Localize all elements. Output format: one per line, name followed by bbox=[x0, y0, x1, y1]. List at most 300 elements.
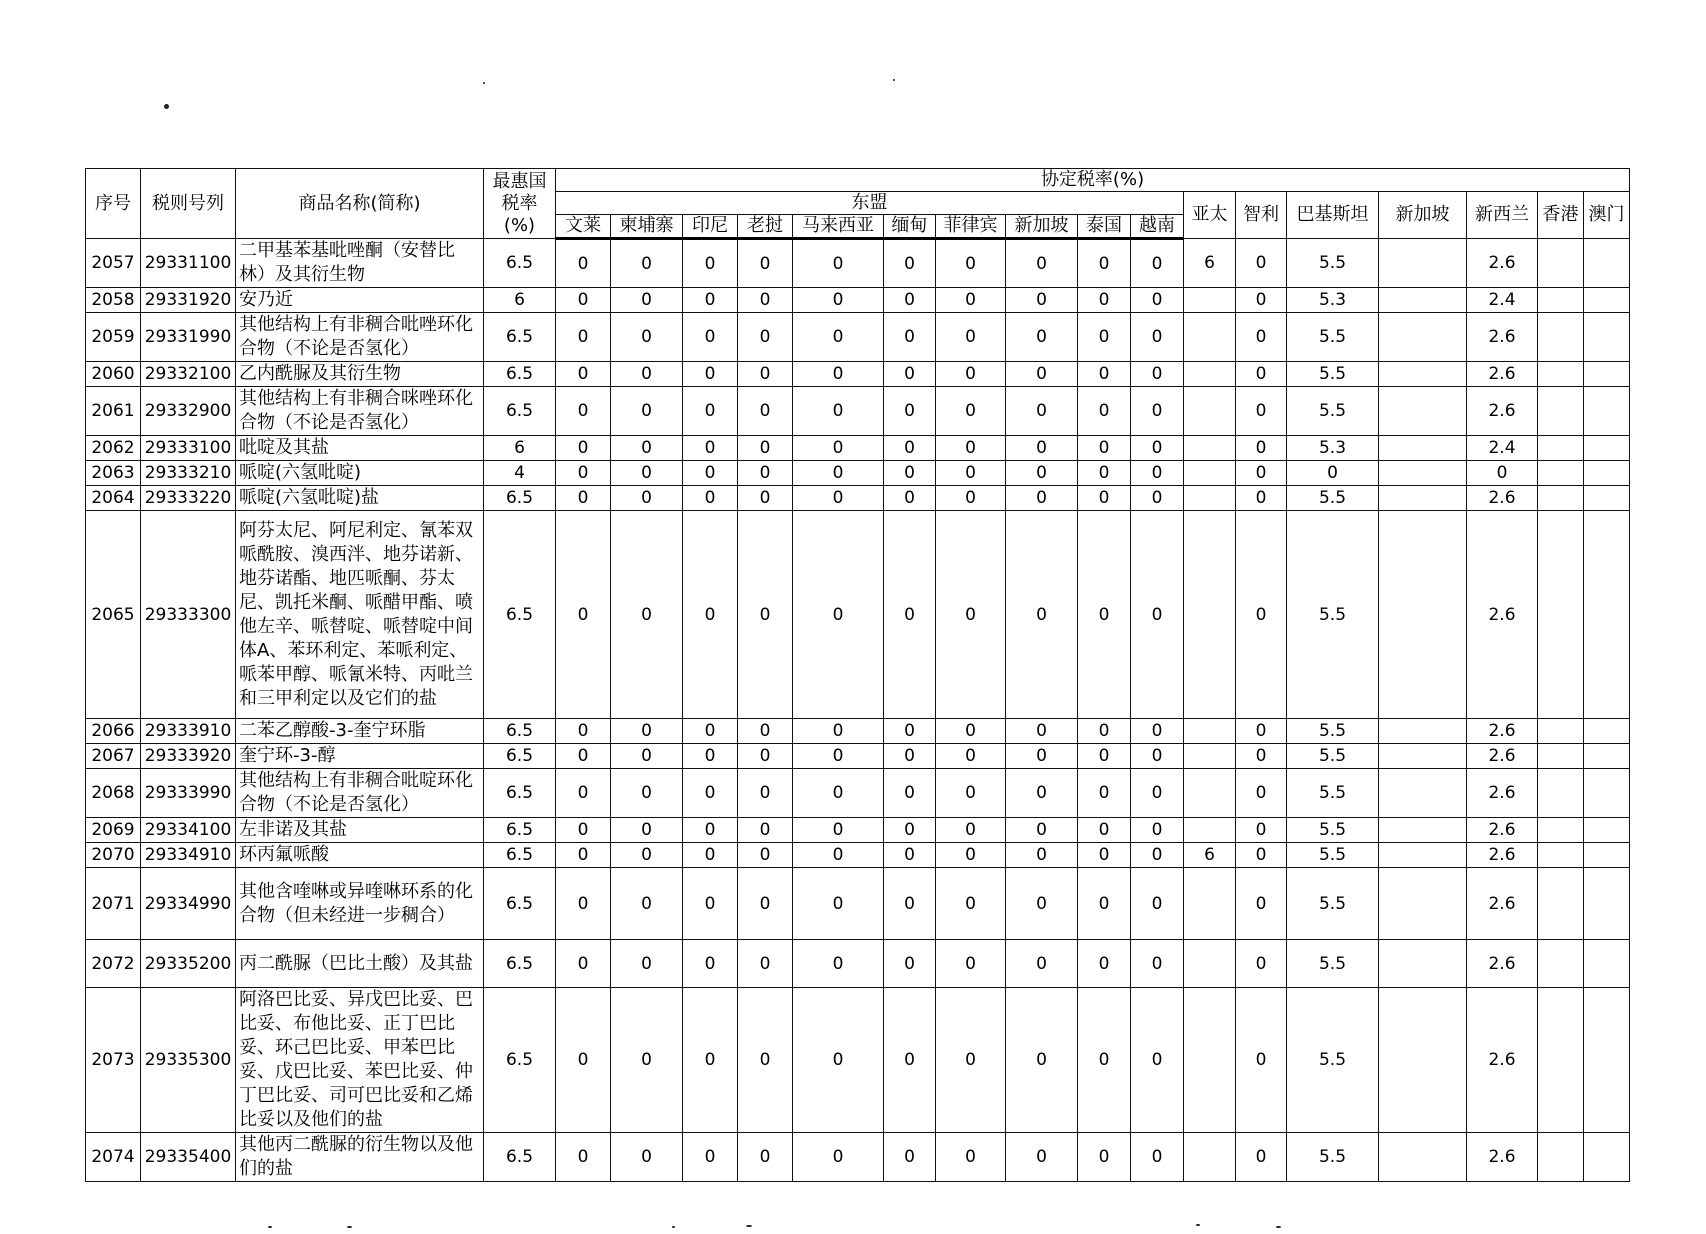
row-asean-rate: 0 bbox=[611, 818, 683, 843]
row-asean-rate: 0 bbox=[683, 239, 738, 288]
row-agreement-rate bbox=[1184, 988, 1236, 1133]
row-agreement-rate: 5.5 bbox=[1287, 818, 1379, 843]
row-agreement-rate: 5.5 bbox=[1287, 486, 1379, 511]
row-agreement-rate: 2.6 bbox=[1467, 313, 1538, 362]
row-asean-rate: 0 bbox=[793, 719, 884, 744]
row-asean-rate: 0 bbox=[1006, 461, 1078, 486]
row-seq: 2062 bbox=[86, 436, 141, 461]
row-mfn-rate: 6.5 bbox=[484, 988, 556, 1133]
row-agreement-rate bbox=[1184, 387, 1236, 436]
row-name: 其他丙二酰脲的衍生物以及他们的盐 bbox=[236, 1133, 484, 1182]
row-mfn-rate: 6.5 bbox=[484, 719, 556, 744]
row-asean-rate: 0 bbox=[1006, 744, 1078, 769]
row-asean-rate: 0 bbox=[884, 461, 936, 486]
row-mfn-rate: 6.5 bbox=[484, 843, 556, 868]
row-agreement-rate bbox=[1584, 719, 1630, 744]
row-asean-rate: 0 bbox=[936, 387, 1006, 436]
row-asean-rate: 0 bbox=[793, 769, 884, 818]
row-name: 阿芬太尼、阿尼利定、氰苯双哌酰胺、溴西泮、地芬诺新、地芬诺酯、地匹哌酮、芬太尼、凯托米酮、哌醋甲酯、喷他左辛、哌替啶、哌替啶中间体A、苯环利定、苯哌利定、哌苯甲醇、哌氰米特、丙吡兰和三甲利定以及它们的盐 bbox=[236, 511, 484, 719]
row-asean-rate: 0 bbox=[884, 940, 936, 988]
row-asean-rate: 0 bbox=[1078, 288, 1131, 313]
row-asean-rate: 0 bbox=[793, 1133, 884, 1182]
row-asean-rate: 0 bbox=[1131, 511, 1184, 719]
row-agreement-rate bbox=[1538, 744, 1584, 769]
row-asean-rate: 0 bbox=[556, 436, 611, 461]
row-code: 29334100 bbox=[141, 818, 236, 843]
row-agreement-rate bbox=[1584, 868, 1630, 940]
row-agreement-rate: 5.5 bbox=[1287, 744, 1379, 769]
row-asean-rate: 0 bbox=[1131, 818, 1184, 843]
row-code: 29333220 bbox=[141, 486, 236, 511]
row-code: 29335400 bbox=[141, 1133, 236, 1182]
row-asean-rate: 0 bbox=[738, 940, 793, 988]
row-asean-rate: 0 bbox=[1006, 1133, 1078, 1182]
row-agreement-rate bbox=[1584, 387, 1630, 436]
scan-speck bbox=[164, 104, 169, 109]
row-asean-rate: 0 bbox=[936, 1133, 1006, 1182]
row-asean-rate: 0 bbox=[884, 868, 936, 940]
row-agreement-rate bbox=[1379, 769, 1467, 818]
row-asean-rate: 0 bbox=[611, 940, 683, 988]
row-agreement-rate: 2.4 bbox=[1467, 436, 1538, 461]
row-name: 丙二酰脲（巴比土酸）及其盐 bbox=[236, 940, 484, 988]
row-asean-rate: 0 bbox=[683, 940, 738, 988]
row-asean-rate: 0 bbox=[1131, 843, 1184, 868]
row-agreement-rate: 0 bbox=[1236, 486, 1287, 511]
row-asean-rate: 0 bbox=[611, 1133, 683, 1182]
row-asean-rate: 0 bbox=[1078, 511, 1131, 719]
row-code: 29332100 bbox=[141, 362, 236, 387]
scan-speck bbox=[483, 82, 485, 84]
col-header-asean-member: 马来西亚 bbox=[793, 215, 884, 239]
row-agreement-rate: 0 bbox=[1236, 769, 1287, 818]
row-asean-rate: 0 bbox=[556, 486, 611, 511]
scan-speck bbox=[347, 1226, 352, 1228]
row-asean-rate: 0 bbox=[936, 239, 1006, 288]
row-mfn-rate: 6.5 bbox=[484, 362, 556, 387]
row-asean-rate: 0 bbox=[884, 511, 936, 719]
col-header-other: 智利 bbox=[1236, 192, 1287, 239]
row-agreement-rate bbox=[1379, 239, 1467, 288]
row-asean-rate: 0 bbox=[1006, 511, 1078, 719]
row-seq: 2073 bbox=[86, 988, 141, 1133]
row-asean-rate: 0 bbox=[793, 744, 884, 769]
row-agreement-rate: 0 bbox=[1236, 362, 1287, 387]
col-header-asean-member: 越南 bbox=[1131, 215, 1184, 239]
row-asean-rate: 0 bbox=[683, 988, 738, 1133]
row-asean-rate: 0 bbox=[1006, 387, 1078, 436]
row-agreement-rate: 0 bbox=[1236, 719, 1287, 744]
row-agreement-rate: 0 bbox=[1236, 940, 1287, 988]
row-asean-rate: 0 bbox=[884, 818, 936, 843]
row-asean-rate: 0 bbox=[1006, 288, 1078, 313]
row-asean-rate: 0 bbox=[738, 744, 793, 769]
row-code: 29332900 bbox=[141, 387, 236, 436]
table-header bbox=[86, 169, 1630, 239]
row-agreement-rate bbox=[1538, 769, 1584, 818]
row-asean-rate: 0 bbox=[738, 288, 793, 313]
row-name: 哌啶(六氢吡啶)盐 bbox=[236, 486, 484, 511]
row-agreement-rate: 0 bbox=[1236, 436, 1287, 461]
row-agreement-rate: 5.3 bbox=[1287, 436, 1379, 461]
table-row bbox=[86, 362, 1630, 387]
row-agreement-rate: 5.5 bbox=[1287, 868, 1379, 940]
table-row bbox=[86, 288, 1630, 313]
row-asean-rate: 0 bbox=[1006, 988, 1078, 1133]
row-agreement-rate: 5.5 bbox=[1287, 313, 1379, 362]
row-asean-rate: 0 bbox=[1006, 818, 1078, 843]
row-asean-rate: 0 bbox=[936, 744, 1006, 769]
row-agreement-rate bbox=[1538, 1133, 1584, 1182]
row-asean-rate: 0 bbox=[1131, 1133, 1184, 1182]
row-name: 二苯乙醇酸-3-奎宁环脂 bbox=[236, 719, 484, 744]
row-seq: 2065 bbox=[86, 511, 141, 719]
row-asean-rate: 0 bbox=[936, 988, 1006, 1133]
row-asean-rate: 0 bbox=[556, 1133, 611, 1182]
col-header-other: 亚太 bbox=[1184, 192, 1236, 239]
row-asean-rate: 0 bbox=[611, 239, 683, 288]
row-asean-rate: 0 bbox=[1131, 436, 1184, 461]
row-mfn-rate: 6.5 bbox=[484, 818, 556, 843]
row-agreement-rate bbox=[1538, 461, 1584, 486]
row-asean-rate: 0 bbox=[936, 719, 1006, 744]
row-asean-rate: 0 bbox=[556, 744, 611, 769]
row-asean-rate: 0 bbox=[936, 940, 1006, 988]
row-code: 29333300 bbox=[141, 511, 236, 719]
row-agreement-rate: 0 bbox=[1467, 461, 1538, 486]
row-mfn-rate: 6.5 bbox=[484, 868, 556, 940]
row-code: 29333920 bbox=[141, 744, 236, 769]
row-asean-rate: 0 bbox=[738, 461, 793, 486]
row-asean-rate: 0 bbox=[738, 1133, 793, 1182]
col-header-seq: 序号 bbox=[86, 169, 141, 239]
row-asean-rate: 0 bbox=[884, 436, 936, 461]
row-name: 其他结构上有非稠合吡唑环化合物（不论是否氢化） bbox=[236, 313, 484, 362]
col-header-other: 新加坡 bbox=[1379, 192, 1467, 239]
row-asean-rate: 0 bbox=[738, 239, 793, 288]
row-agreement-rate: 2.6 bbox=[1467, 239, 1538, 288]
row-asean-rate: 0 bbox=[884, 843, 936, 868]
col-header-asean-member: 菲律宾 bbox=[936, 215, 1006, 239]
row-name: 乙内酰脲及其衍生物 bbox=[236, 362, 484, 387]
row-asean-rate: 0 bbox=[611, 461, 683, 486]
row-agreement-rate: 2.6 bbox=[1467, 988, 1538, 1133]
row-asean-rate: 0 bbox=[556, 288, 611, 313]
row-asean-rate: 0 bbox=[1078, 486, 1131, 511]
row-asean-rate: 0 bbox=[1131, 940, 1184, 988]
row-seq: 2063 bbox=[86, 461, 141, 486]
row-asean-rate: 0 bbox=[884, 769, 936, 818]
row-asean-rate: 0 bbox=[556, 387, 611, 436]
row-mfn-rate: 6.5 bbox=[484, 744, 556, 769]
table-row bbox=[86, 313, 1630, 362]
row-agreement-rate: 5.5 bbox=[1287, 719, 1379, 744]
row-agreement-rate: 5.5 bbox=[1287, 239, 1379, 288]
row-code: 29334990 bbox=[141, 868, 236, 940]
row-asean-rate: 0 bbox=[683, 719, 738, 744]
col-header-other: 新西兰 bbox=[1467, 192, 1538, 239]
row-agreement-rate: 0 bbox=[1236, 313, 1287, 362]
row-asean-rate: 0 bbox=[611, 719, 683, 744]
row-asean-rate: 0 bbox=[611, 387, 683, 436]
row-agreement-rate bbox=[1379, 288, 1467, 313]
row-asean-rate: 0 bbox=[793, 313, 884, 362]
row-agreement-rate: 0 bbox=[1236, 239, 1287, 288]
row-agreement-rate bbox=[1184, 461, 1236, 486]
row-asean-rate: 0 bbox=[884, 239, 936, 288]
row-asean-rate: 0 bbox=[793, 486, 884, 511]
row-asean-rate: 0 bbox=[936, 486, 1006, 511]
row-agreement-rate: 2.6 bbox=[1467, 868, 1538, 940]
row-asean-rate: 0 bbox=[1131, 486, 1184, 511]
row-asean-rate: 0 bbox=[738, 818, 793, 843]
table-row bbox=[86, 744, 1630, 769]
row-asean-rate: 0 bbox=[1006, 769, 1078, 818]
row-agreement-rate bbox=[1379, 843, 1467, 868]
row-agreement-rate bbox=[1584, 988, 1630, 1133]
row-agreement-rate: 2.6 bbox=[1467, 362, 1538, 387]
scan-speck bbox=[746, 1225, 752, 1227]
row-asean-rate: 0 bbox=[1131, 461, 1184, 486]
row-agreement-rate bbox=[1379, 1133, 1467, 1182]
row-asean-rate: 0 bbox=[884, 744, 936, 769]
table-row bbox=[86, 387, 1630, 436]
row-asean-rate: 0 bbox=[556, 461, 611, 486]
row-asean-rate: 0 bbox=[556, 313, 611, 362]
row-asean-rate: 0 bbox=[793, 843, 884, 868]
row-asean-rate: 0 bbox=[793, 988, 884, 1133]
row-asean-rate: 0 bbox=[1131, 868, 1184, 940]
row-agreement-rate bbox=[1538, 511, 1584, 719]
row-asean-rate: 0 bbox=[1131, 362, 1184, 387]
row-name: 哌啶(六氢吡啶) bbox=[236, 461, 484, 486]
row-agreement-rate: 0 bbox=[1236, 511, 1287, 719]
row-agreement-rate: 2.6 bbox=[1467, 744, 1538, 769]
row-asean-rate: 0 bbox=[1078, 362, 1131, 387]
row-asean-rate: 0 bbox=[1131, 769, 1184, 818]
row-asean-rate: 0 bbox=[1006, 362, 1078, 387]
col-header-asean-member: 新加坡 bbox=[1006, 215, 1078, 239]
scan-speck bbox=[1276, 1226, 1281, 1228]
row-asean-rate: 0 bbox=[556, 511, 611, 719]
row-code: 29333100 bbox=[141, 436, 236, 461]
row-agreement-rate bbox=[1379, 486, 1467, 511]
row-name: 环丙氟哌酸 bbox=[236, 843, 484, 868]
row-asean-rate: 0 bbox=[1006, 940, 1078, 988]
row-agreement-rate bbox=[1379, 461, 1467, 486]
row-asean-rate: 0 bbox=[1078, 719, 1131, 744]
row-asean-rate: 0 bbox=[1078, 239, 1131, 288]
row-asean-rate: 0 bbox=[683, 387, 738, 436]
row-agreement-rate bbox=[1184, 436, 1236, 461]
col-header-mfn: 最惠国税率(%) bbox=[484, 169, 556, 239]
row-asean-rate: 0 bbox=[611, 868, 683, 940]
row-seq: 2069 bbox=[86, 818, 141, 843]
row-agreement-rate bbox=[1379, 436, 1467, 461]
row-agreement-rate bbox=[1379, 818, 1467, 843]
row-asean-rate: 0 bbox=[1131, 387, 1184, 436]
row-asean-rate: 0 bbox=[556, 940, 611, 988]
row-asean-rate: 0 bbox=[936, 436, 1006, 461]
row-agreement-rate bbox=[1184, 818, 1236, 843]
row-asean-rate: 0 bbox=[611, 362, 683, 387]
table-row bbox=[86, 436, 1630, 461]
row-agreement-rate: 6 bbox=[1184, 843, 1236, 868]
row-asean-rate: 0 bbox=[793, 239, 884, 288]
row-agreement-rate: 5.5 bbox=[1287, 769, 1379, 818]
row-agreement-rate: 0 bbox=[1236, 818, 1287, 843]
row-agreement-rate: 0 bbox=[1236, 387, 1287, 436]
row-asean-rate: 0 bbox=[1131, 719, 1184, 744]
row-asean-rate: 0 bbox=[738, 486, 793, 511]
row-mfn-rate: 6.5 bbox=[484, 769, 556, 818]
row-name: 其他含喹啉或异喹啉环系的化合物（但未经进一步稠合） bbox=[236, 868, 484, 940]
row-mfn-rate: 6 bbox=[484, 436, 556, 461]
row-agreement-rate bbox=[1538, 313, 1584, 362]
table-body bbox=[86, 239, 1630, 1182]
row-asean-rate: 0 bbox=[793, 387, 884, 436]
row-agreement-rate: 2.6 bbox=[1467, 818, 1538, 843]
row-name: 吡啶及其盐 bbox=[236, 436, 484, 461]
row-asean-rate: 0 bbox=[611, 313, 683, 362]
row-asean-rate: 0 bbox=[738, 313, 793, 362]
row-asean-rate: 0 bbox=[884, 387, 936, 436]
row-agreement-rate bbox=[1584, 313, 1630, 362]
row-code: 29333990 bbox=[141, 769, 236, 818]
row-seq: 2070 bbox=[86, 843, 141, 868]
row-asean-rate: 0 bbox=[556, 719, 611, 744]
row-agreement-rate: 5.5 bbox=[1287, 1133, 1379, 1182]
row-agreement-rate bbox=[1379, 511, 1467, 719]
row-agreement-rate bbox=[1379, 744, 1467, 769]
row-asean-rate: 0 bbox=[611, 988, 683, 1133]
row-asean-rate: 0 bbox=[738, 868, 793, 940]
row-agreement-rate bbox=[1538, 436, 1584, 461]
col-header-asean-member: 老挝 bbox=[738, 215, 793, 239]
row-agreement-rate bbox=[1538, 940, 1584, 988]
row-agreement-rate: 2.6 bbox=[1467, 719, 1538, 744]
row-code: 29333910 bbox=[141, 719, 236, 744]
row-asean-rate: 0 bbox=[1078, 461, 1131, 486]
row-name: 其他结构上有非稠合吡啶环化合物（不论是否氢化） bbox=[236, 769, 484, 818]
row-agreement-rate bbox=[1538, 362, 1584, 387]
row-asean-rate: 0 bbox=[738, 769, 793, 818]
row-asean-rate: 0 bbox=[1006, 436, 1078, 461]
col-header-name: 商品名称(简称) bbox=[236, 169, 484, 239]
row-mfn-rate: 6 bbox=[484, 288, 556, 313]
table-row bbox=[86, 461, 1630, 486]
row-asean-rate: 0 bbox=[683, 769, 738, 818]
col-header-asean-member: 柬埔寨 bbox=[611, 215, 683, 239]
row-asean-rate: 0 bbox=[1131, 288, 1184, 313]
row-asean-rate: 0 bbox=[611, 843, 683, 868]
row-agreement-rate bbox=[1538, 868, 1584, 940]
row-agreement-rate bbox=[1538, 843, 1584, 868]
row-asean-rate: 0 bbox=[1078, 313, 1131, 362]
row-asean-rate: 0 bbox=[884, 988, 936, 1133]
row-agreement-rate bbox=[1584, 288, 1630, 313]
row-asean-rate: 0 bbox=[936, 461, 1006, 486]
row-asean-rate: 0 bbox=[738, 436, 793, 461]
row-asean-rate: 0 bbox=[683, 362, 738, 387]
row-asean-rate: 0 bbox=[1078, 387, 1131, 436]
row-agreement-rate bbox=[1584, 461, 1630, 486]
row-code: 29331100 bbox=[141, 239, 236, 288]
row-asean-rate: 0 bbox=[1078, 988, 1131, 1133]
row-agreement-rate bbox=[1584, 818, 1630, 843]
row-agreement-rate bbox=[1584, 843, 1630, 868]
row-asean-rate: 0 bbox=[556, 868, 611, 940]
row-agreement-rate bbox=[1379, 313, 1467, 362]
row-asean-rate: 0 bbox=[793, 362, 884, 387]
row-agreement-rate bbox=[1538, 988, 1584, 1133]
row-agreement-rate: 0 bbox=[1236, 868, 1287, 940]
row-agreement-rate: 2.6 bbox=[1467, 486, 1538, 511]
row-asean-rate: 0 bbox=[556, 818, 611, 843]
row-seq: 2067 bbox=[86, 744, 141, 769]
row-asean-rate: 0 bbox=[1006, 486, 1078, 511]
row-asean-rate: 0 bbox=[793, 868, 884, 940]
row-agreement-rate bbox=[1184, 940, 1236, 988]
row-asean-rate: 0 bbox=[1006, 719, 1078, 744]
row-agreement-rate: 5.5 bbox=[1287, 843, 1379, 868]
row-seq: 2071 bbox=[86, 868, 141, 940]
row-agreement-rate: 0 bbox=[1236, 843, 1287, 868]
row-asean-rate: 0 bbox=[793, 461, 884, 486]
row-asean-rate: 0 bbox=[556, 239, 611, 288]
row-seq: 2068 bbox=[86, 769, 141, 818]
row-asean-rate: 0 bbox=[936, 818, 1006, 843]
row-agreement-rate: 6 bbox=[1184, 239, 1236, 288]
row-asean-rate: 0 bbox=[884, 362, 936, 387]
row-name: 安乃近 bbox=[236, 288, 484, 313]
col-header-asean-member: 缅甸 bbox=[884, 215, 936, 239]
row-asean-rate: 0 bbox=[611, 288, 683, 313]
row-agreement-rate bbox=[1538, 818, 1584, 843]
row-agreement-rate bbox=[1184, 719, 1236, 744]
row-asean-rate: 0 bbox=[1131, 313, 1184, 362]
col-header-asean-member: 印尼 bbox=[683, 215, 738, 239]
row-asean-rate: 0 bbox=[738, 843, 793, 868]
row-asean-rate: 0 bbox=[683, 313, 738, 362]
row-agreement-rate bbox=[1184, 1133, 1236, 1182]
tariff-table bbox=[85, 168, 1630, 1182]
row-agreement-rate: 0 bbox=[1236, 288, 1287, 313]
col-header-code: 税则号列 bbox=[141, 169, 236, 239]
row-asean-rate: 0 bbox=[793, 511, 884, 719]
row-agreement-rate: 0 bbox=[1236, 461, 1287, 486]
row-agreement-rate bbox=[1584, 744, 1630, 769]
row-seq: 2057 bbox=[86, 239, 141, 288]
row-asean-rate: 0 bbox=[1131, 988, 1184, 1133]
row-asean-rate: 0 bbox=[683, 818, 738, 843]
row-asean-rate: 0 bbox=[1131, 744, 1184, 769]
row-asean-rate: 0 bbox=[738, 387, 793, 436]
row-agreement-rate: 5.5 bbox=[1287, 387, 1379, 436]
row-agreement-rate bbox=[1184, 288, 1236, 313]
row-asean-rate: 0 bbox=[1006, 843, 1078, 868]
row-name: 左非诺及其盐 bbox=[236, 818, 484, 843]
row-asean-rate: 0 bbox=[793, 436, 884, 461]
row-agreement-rate bbox=[1184, 313, 1236, 362]
row-agreement-rate bbox=[1379, 940, 1467, 988]
row-mfn-rate: 6.5 bbox=[484, 313, 556, 362]
row-asean-rate: 0 bbox=[683, 744, 738, 769]
row-asean-rate: 0 bbox=[884, 313, 936, 362]
row-asean-rate: 0 bbox=[1078, 436, 1131, 461]
row-agreement-rate bbox=[1379, 719, 1467, 744]
row-agreement-rate: 5.5 bbox=[1287, 940, 1379, 988]
